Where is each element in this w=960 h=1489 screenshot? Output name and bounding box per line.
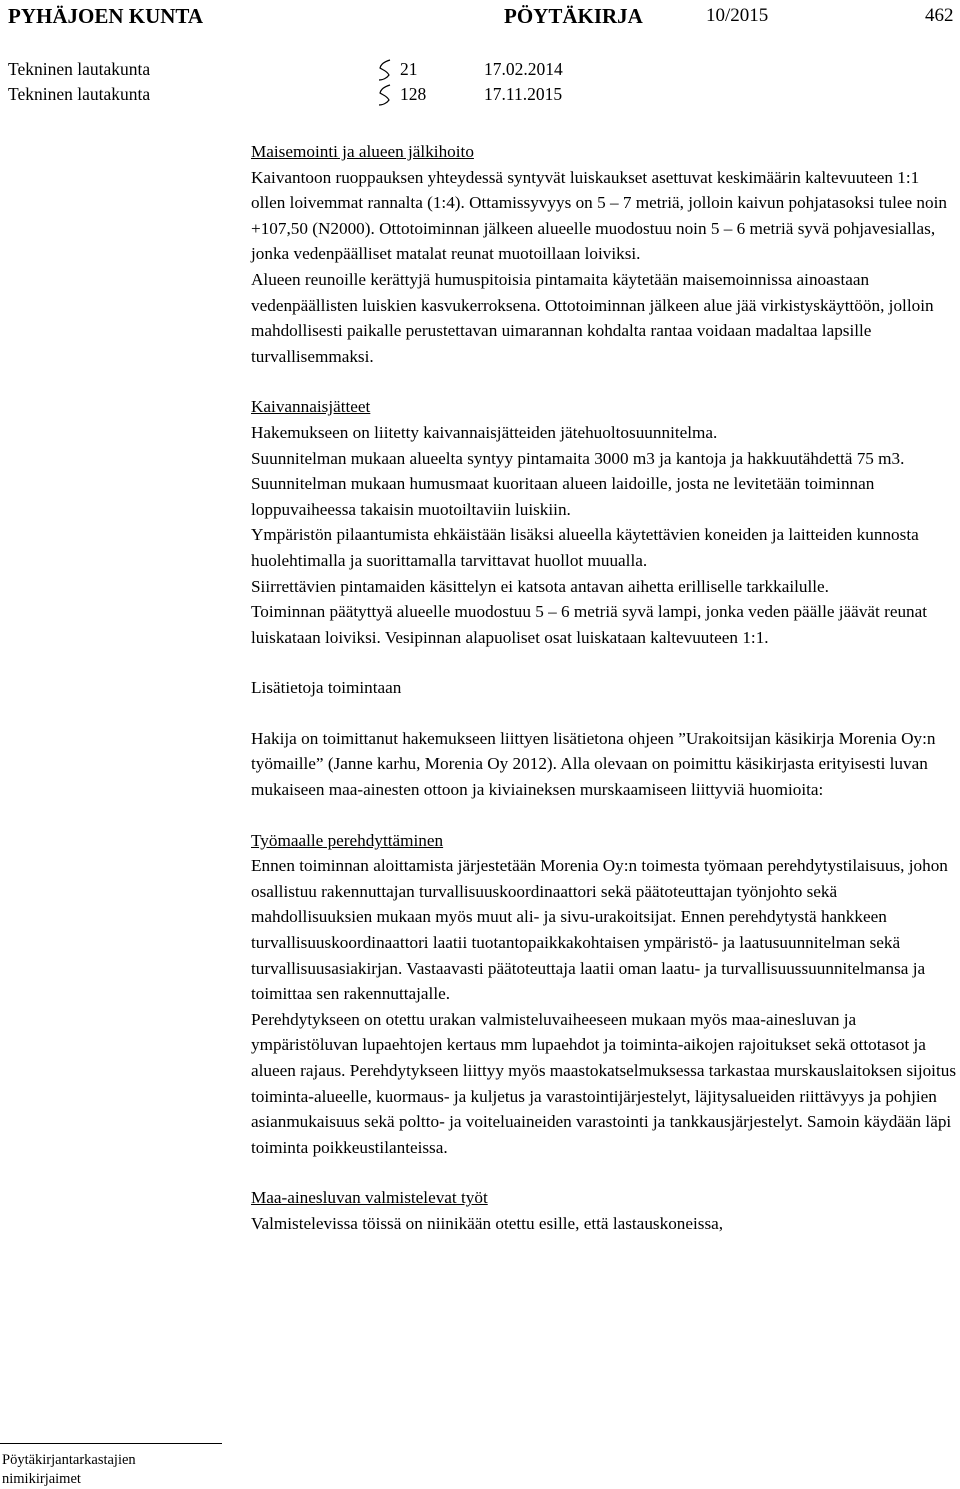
document-number: 10/2015 <box>706 5 769 26</box>
section-heading-landscaping: Maisemointi ja alueen jälkihoito <box>251 142 474 161</box>
document-header <box>8 4 952 34</box>
paragraph: Ympäristön pilaantumista ehkäistään lisäksi alueella käytettävien koneiden ja laitteiden kunnosta huolehtimalla ja suorittamalla tarvittavat huollot muualla. <box>251 525 919 570</box>
paragraph: Hakija on toimittanut hakemukseen liittyen lisätietona ohjeen ”Urakoitsijan käsikirja Morenia Oy:n työmaille” (Janne karhu, Morenia Oy 2012). Alla olevaan on poimittu käsikirjasta erityisesti luvan mukaiseen maa-ainesten ottoon ja kiviaineksen murskaamiseen liittyviä huomioita: <box>251 728 936 800</box>
municipality-name: PYHÄJOEN KUNTA <box>8 4 204 28</box>
paragraph: Siirrettävien pintamaiden käsittelyn ei katsota antavan aihetta erilliselle tarkkailulle. <box>251 576 829 596</box>
section-heading-waste: Kaivannaisjätteet <box>251 397 371 417</box>
paragraph: Hakemukseen on liitetty kaivannaisjätteiden jätehuoltosuunnitelma. <box>251 422 718 442</box>
footer-line-1: Pöytäkirjantarkastajien <box>2 1452 136 1468</box>
footer-line-2: nimikirjaimet <box>2 1471 81 1487</box>
section-heading-orientation: Työmaalle perehdyttäminen <box>251 830 444 850</box>
section-heading-additional: Lisätietoja toimintaan <box>251 678 402 698</box>
section-mark-icon <box>378 84 392 106</box>
document-body <box>251 139 957 1237</box>
meeting-date: 17.11.2015 <box>484 84 563 104</box>
page-number: 462 <box>925 5 954 26</box>
meeting-date: 17.02.2014 <box>484 59 563 79</box>
document-type: PÖYTÄKIRJA <box>504 4 643 28</box>
paragraph: Ennen toiminnan aloittamista järjestetään Morenia Oy:n toimesta työmaan perehdytystilaisuus, johon osallistuu rakennuttajan turvallisuuskoordinaattori sekä päätoteuttajan työnjohto sekä mahdollisuuksien mukaan myös muut ali- ja sivu-urakoitsijat. Ennen perehdytystä hankkeen turvallisuuskoordinaattori laatii tuotantopaikkakohtaisen ympäristö- ja laatusuunnitelman sekä turvallisuusasiakirjan. Vastaavasti päätoteuttaja laatii oman laatu- ja turvallisuussuunnitelmansa ja toimittaa sen rakennuttajalle. <box>251 856 948 1004</box>
paragraph: Valmistelevissa töissä on niinikään otettu esille, että lastauskoneissa, <box>251 1213 724 1233</box>
paragraph: Toiminnan päätyttyä alueelle muodostuu 5 – 6 metriä syvä lampi, jonka veden päälle jäävät reunat luiskataan loiviksi. Vesipinnan alapuoliset osat luiskataan kaltevuuteen 1:1. <box>251 602 928 647</box>
paragraph: Suunnitelman mukaan alueelta syntyy pintamaita 3000 m3 ja kantoja ja hakkuutähdettä 75 m3. <box>251 448 905 468</box>
paragraph: Suunnitelman mukaan humusmaat kuoritaan alueen laidoille, josta ne levitetään toiminnan loppuvaiheessa takaisin muotoiltaviin luiskiin. <box>251 474 875 519</box>
section-heading-preparatory: Maa-ainesluvan valmistelevat työt <box>251 1188 488 1208</box>
board-name: Tekninen lautakunta <box>8 84 151 104</box>
paragraph: Perehdytykseen on otettu urakan valmisteluvaiheeseen mukaan myös maa-ainesluvan ja ympäristöluvan lupaehtojen kertaus mm lupaehdot ja toiminta-aikojen rajoitukset sekä ottotasot ja alueen rajaus. Perehdytykseen liittyy myös maastokatselmuksessa tarkastaa murskauslaitoksen sijoitus toiminta-alueelle, kuormaus- ja kuljetus ja varastointijärjestelyt, läjitysalueiden riittävyys ja pohjien asianmukaisuus sekä poltto- ja voiteluaineiden varastointi ja tankkausjärjestelyt. Samoin käydään läpi toiminta poikkeustilanteissa. <box>251 1009 957 1157</box>
section-number: 21 <box>400 59 418 79</box>
reference-row <box>8 59 952 83</box>
footer-initials-label <box>2 1451 136 1489</box>
paragraph: Alueen reunoille kerättyjä humuspitoisia pintamaita käytetään maisemoinnissa ainoastaan vedenpäällisten luiskien kasvukerroksena. Ottotoiminnan jälkeen alue jää virkistyskäyttöön, jolloin mahdollisesti paikalle perustettavan uimarannan kohdalta rantaa voidaan madaltaa lapsille turvallisemmaksi. <box>251 269 934 366</box>
section-number: 128 <box>400 84 427 104</box>
board-name: Tekninen lautakunta <box>8 59 151 79</box>
reference-row <box>8 84 952 108</box>
footer-divider <box>0 1443 222 1444</box>
section-mark-icon <box>378 59 392 81</box>
paragraph: Kaivantoon ruoppauksen yhteydessä syntyvät luiskaukset asettuvat keskimäärin kaltevuuteen 1:1 ollen loivemmat rannalta (1:4). Ottamissyvyys on 5 – 7 metriä, jolloin kaivun pohjatasoksi tulee noin +107,50 (N2000). Ottotoiminnan jälkeen alueelle muodostuu noin 5 – 6 metriä syvä pohjavesiallas, jonka vedenpäälliset matalat reunat muotoillaan loiviksi. <box>251 167 947 264</box>
